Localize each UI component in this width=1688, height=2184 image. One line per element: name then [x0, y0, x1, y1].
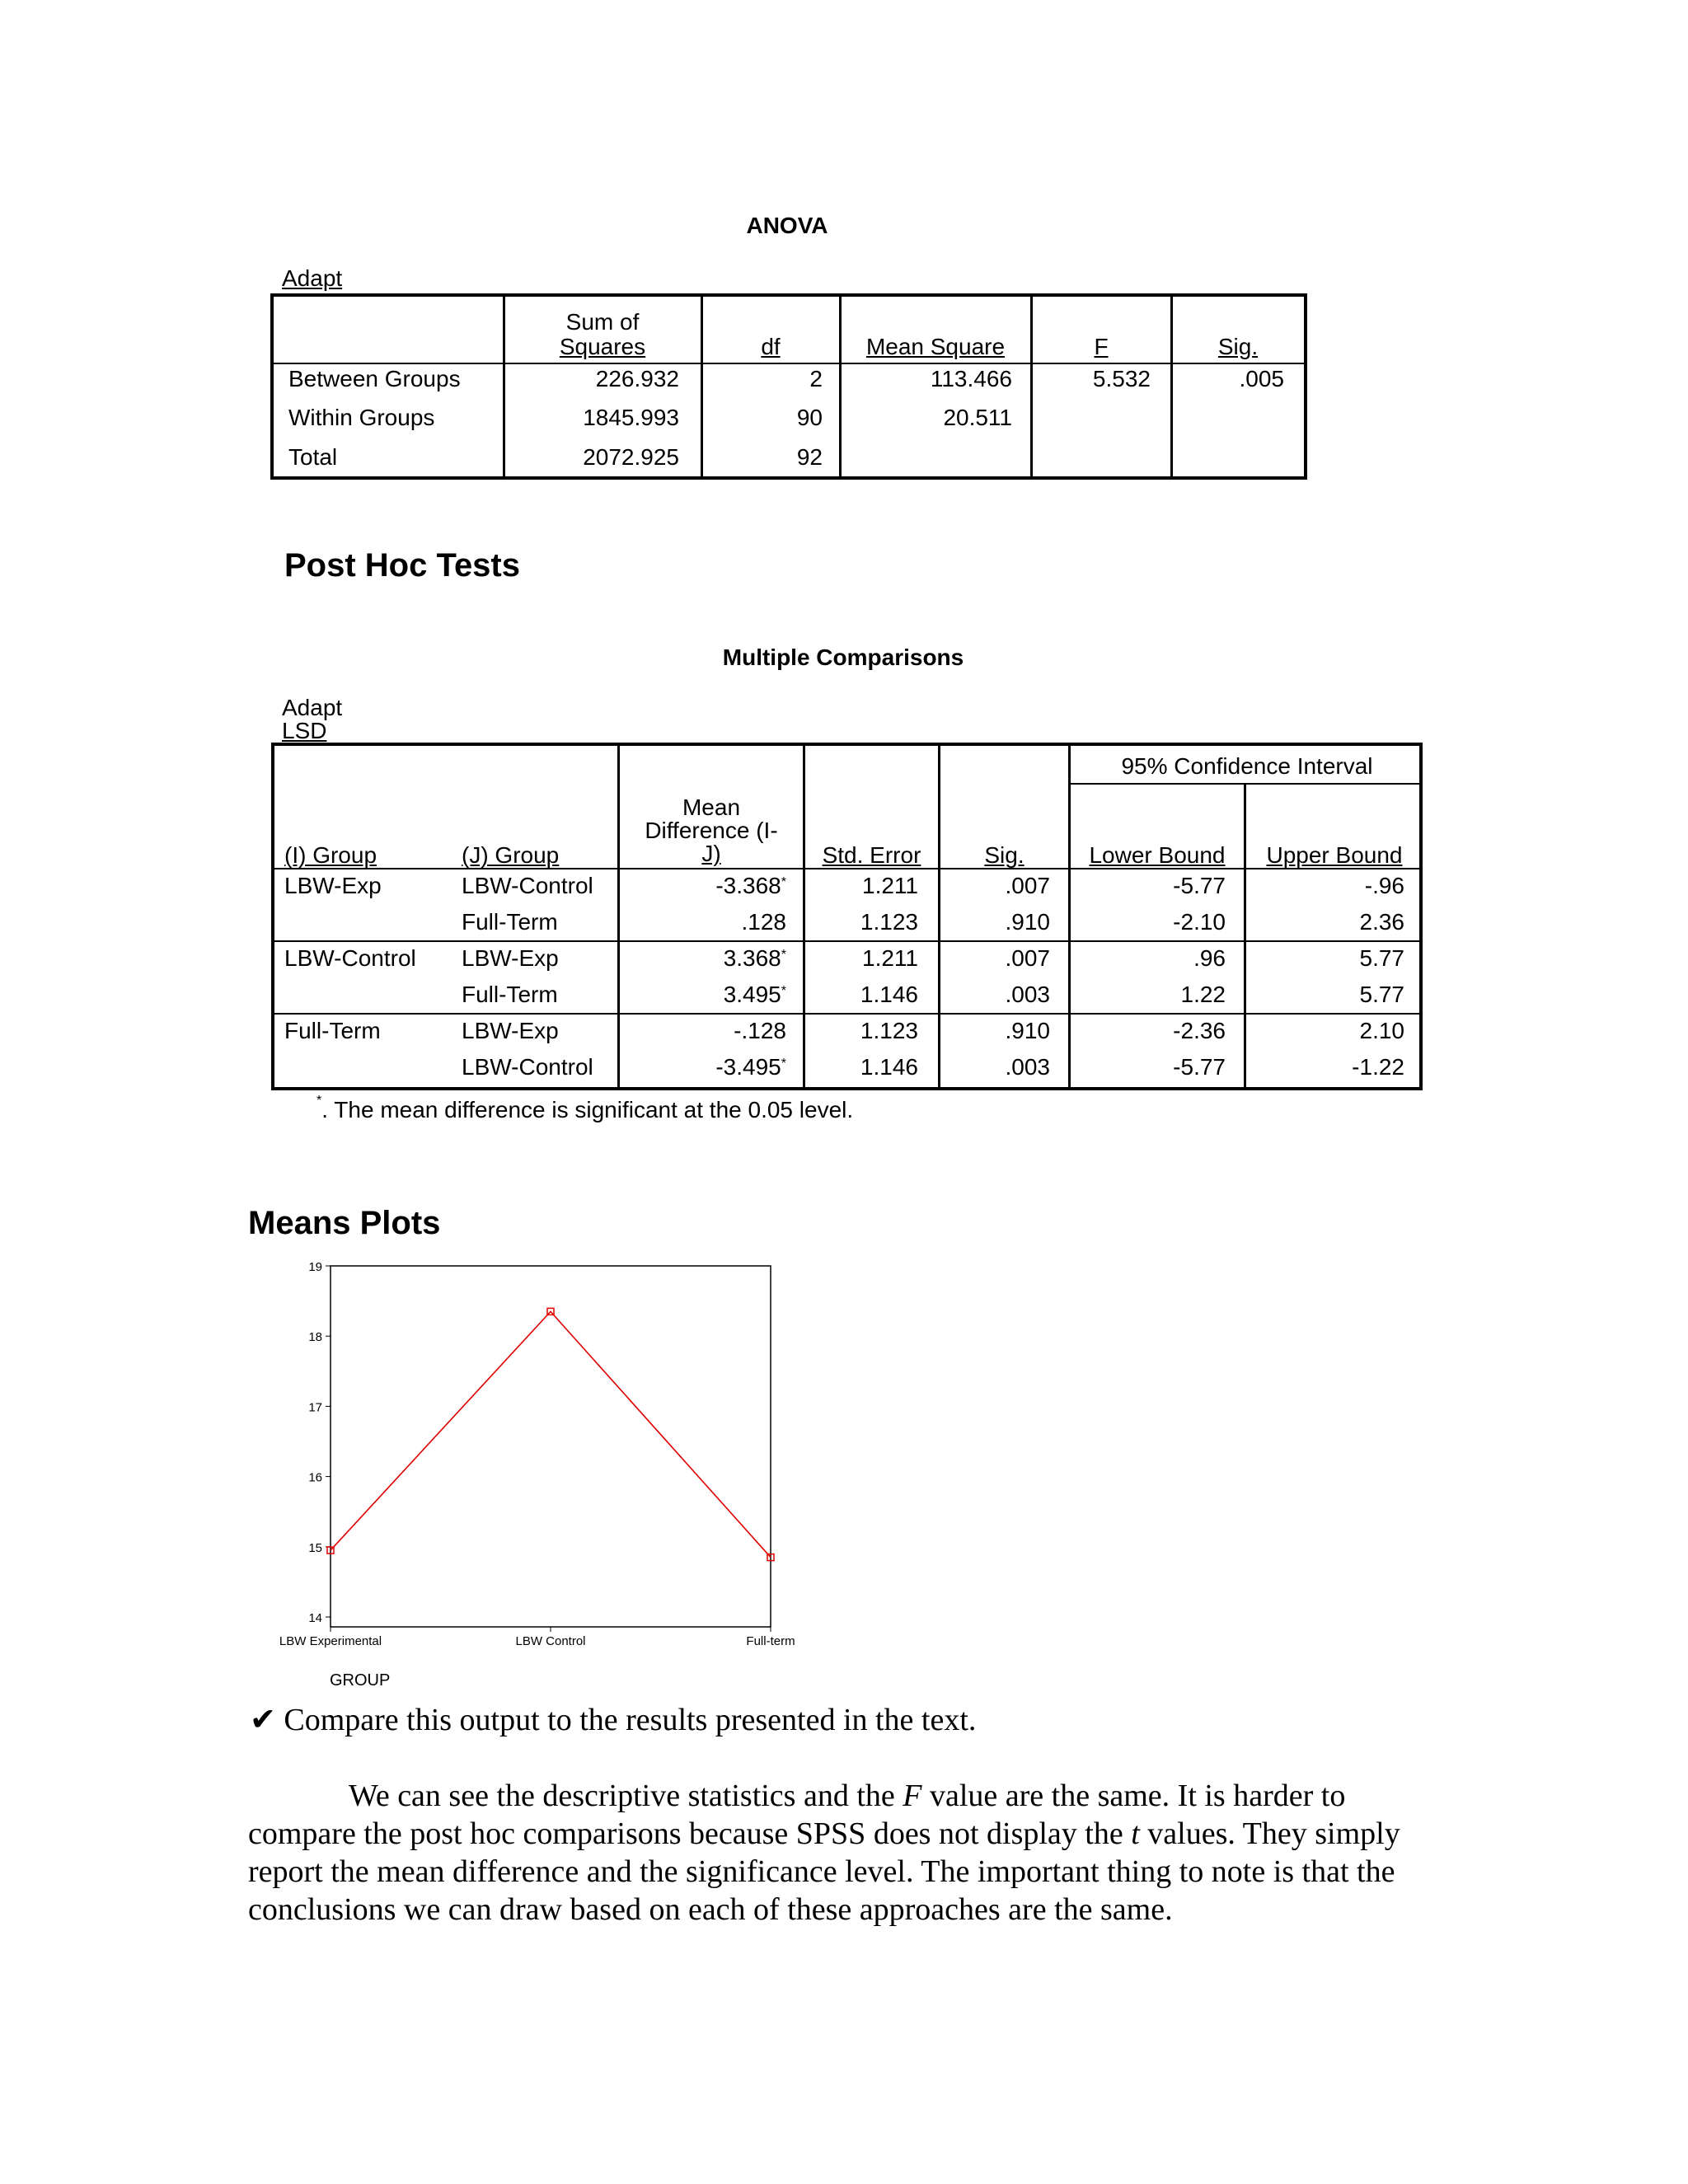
mc-i-group-label: LBW-Control [284, 945, 416, 971]
anova-row-label: Total [288, 444, 338, 470]
multiple-comparisons-table [271, 743, 1423, 1090]
multiple-comparisons-title: Multiple Comparisons [722, 644, 964, 670]
anova-header-ss-line1: Sum of [565, 309, 640, 335]
means-plot-chart [247, 1236, 824, 1698]
anova-title: ANOVA [746, 213, 828, 238]
check-line-text: Compare this output to the results presented in the text. [284, 1703, 977, 1737]
y-axis [308, 1260, 331, 1625]
anova-cell-df: 92 [796, 444, 823, 470]
y-tick-label: 15 [308, 1540, 322, 1555]
plot-frame [331, 1266, 771, 1627]
mc-lower-bound: -2.10 [1173, 909, 1226, 935]
mc-j-group: LBW-Exp [462, 1018, 559, 1043]
means-plots-heading: Means Plots [248, 1205, 441, 1241]
check-line [250, 1701, 976, 1738]
y-tick-label: 14 [308, 1611, 322, 1625]
mc-j-group: LBW-Control [462, 873, 593, 898]
mc-lower-bound: .96 [1193, 945, 1226, 971]
anova-header-ms: Mean Square [865, 334, 1006, 359]
anova-variable-label: Adapt [282, 265, 343, 291]
mc-sig: .910 [1005, 1018, 1050, 1043]
mc-i-group-label: Full-Term [284, 1018, 381, 1043]
mc-lower-bound: -5.77 [1173, 1054, 1226, 1080]
anova-cell-ms: 20.511 [943, 405, 1012, 430]
anova-header-ss-line2: Squares [559, 334, 646, 359]
mc-upper-bound: 5.77 [1359, 945, 1404, 971]
mc-header-i-group: (I) Group [284, 842, 377, 868]
anova-cell-df: 2 [809, 366, 823, 391]
mc-header-lower: Lower Bound [1089, 842, 1226, 868]
anova-cell-ms: 113.466 [930, 366, 1012, 391]
mc-i-group-label: LBW-Exp [284, 873, 382, 898]
mc-sig: .007 [1005, 873, 1050, 898]
post-hoc-heading: Post Hoc Tests [284, 547, 520, 583]
anova-cell-df: 90 [796, 405, 823, 430]
mc-mean-diff: -3.368* [715, 873, 786, 898]
mc-j-group: LBW-Control [462, 1054, 593, 1080]
mc-method-label: LSD [282, 718, 327, 743]
anova-header-f: F [1094, 334, 1109, 359]
mc-footnote: *. The mean difference is significant at the 0.05 level. [316, 1094, 854, 1122]
mc-header-ci: 95% Confidence Interval [1121, 753, 1373, 779]
mc-mean-diff: -.128 [734, 1018, 786, 1043]
mc-header-std-error: Std. Error [822, 842, 921, 868]
mc-upper-bound: -1.22 [1352, 1054, 1404, 1080]
mc-j-group: LBW-Exp [462, 945, 559, 971]
mc-std-error: 1.146 [860, 982, 918, 1007]
mc-sig: .003 [1005, 982, 1050, 1007]
mc-mean-diff: 3.495* [723, 982, 786, 1007]
mc-header-md-line3: J) [701, 841, 721, 866]
mc-j-group: Full-Term [462, 982, 558, 1007]
mc-sig: .007 [1005, 945, 1050, 971]
mc-std-error: 1.211 [862, 873, 918, 898]
mc-lower-bound: -5.77 [1173, 873, 1226, 898]
anova-cell-sig: .005 [1239, 366, 1284, 391]
x-tick-label: Full-term [746, 1634, 795, 1648]
mc-std-error: 1.211 [862, 945, 918, 971]
y-tick-label: 16 [308, 1470, 322, 1485]
mc-lower-bound: 1.22 [1180, 982, 1226, 1007]
checkmark-icon: ✔ [250, 1703, 276, 1737]
mc-sig: .003 [1005, 1054, 1050, 1080]
mc-std-error: 1.146 [860, 1054, 918, 1080]
mc-upper-bound: 2.36 [1359, 909, 1404, 935]
mc-header-md-line1: Mean [682, 794, 741, 820]
anova-cell-ss: 1845.993 [583, 405, 679, 430]
anova-row-label: Within Groups [288, 405, 435, 430]
mean-line [331, 1311, 771, 1557]
x-axis [279, 1627, 795, 1648]
mc-upper-bound: 5.77 [1359, 982, 1404, 1007]
mc-lower-bound: -2.36 [1173, 1018, 1226, 1043]
series-line [327, 1308, 774, 1560]
anova-row-label: Between Groups [288, 366, 461, 391]
mc-mean-diff: 3.368* [723, 945, 786, 971]
anova-cell-f: 5.532 [1092, 366, 1151, 391]
anova-cell-ss: 2072.925 [583, 444, 679, 470]
mc-variable-label: Adapt [282, 695, 343, 720]
anova-header-df: df [761, 334, 781, 359]
x-axis-label: GROUP [330, 1671, 391, 1690]
body-paragraph: We can see the descriptive statistics and the F value are the same. It is harder to compare the post hoc comparisons because SPSS does not display the t values. They simply report the mean difference and the significance level. The important thing to note is that the conclusions we can draw based on each of these approaches are the same. [248, 1779, 1400, 1927]
mc-j-group: Full-Term [462, 909, 558, 935]
mc-header-sig: Sig. [984, 842, 1025, 868]
mc-std-error: 1.123 [860, 1018, 918, 1043]
y-tick-label: 17 [308, 1400, 322, 1415]
mc-sig: .910 [1005, 909, 1050, 935]
mc-upper-bound: -.96 [1364, 873, 1404, 898]
anova-table [270, 293, 1307, 480]
mc-header-j-group: (J) Group [462, 842, 560, 868]
mc-header-md-line2: Difference (I- [645, 818, 778, 843]
footnote-star: * [316, 1094, 322, 1108]
x-tick-label: LBW Experimental [279, 1634, 382, 1648]
mc-std-error: 1.123 [860, 909, 918, 935]
mc-mean-diff: -3.495* [715, 1054, 786, 1080]
y-tick-label: 18 [308, 1330, 322, 1345]
anova-header-sig: Sig. [1217, 334, 1259, 359]
mc-header-upper: Upper Bound [1266, 842, 1403, 868]
mc-mean-diff: .128 [741, 909, 786, 935]
x-tick-label: LBW Control [515, 1634, 586, 1648]
mc-upper-bound: 2.10 [1359, 1018, 1404, 1043]
anova-cell-ss: 226.932 [595, 366, 679, 391]
y-tick-label: 19 [308, 1260, 322, 1274]
